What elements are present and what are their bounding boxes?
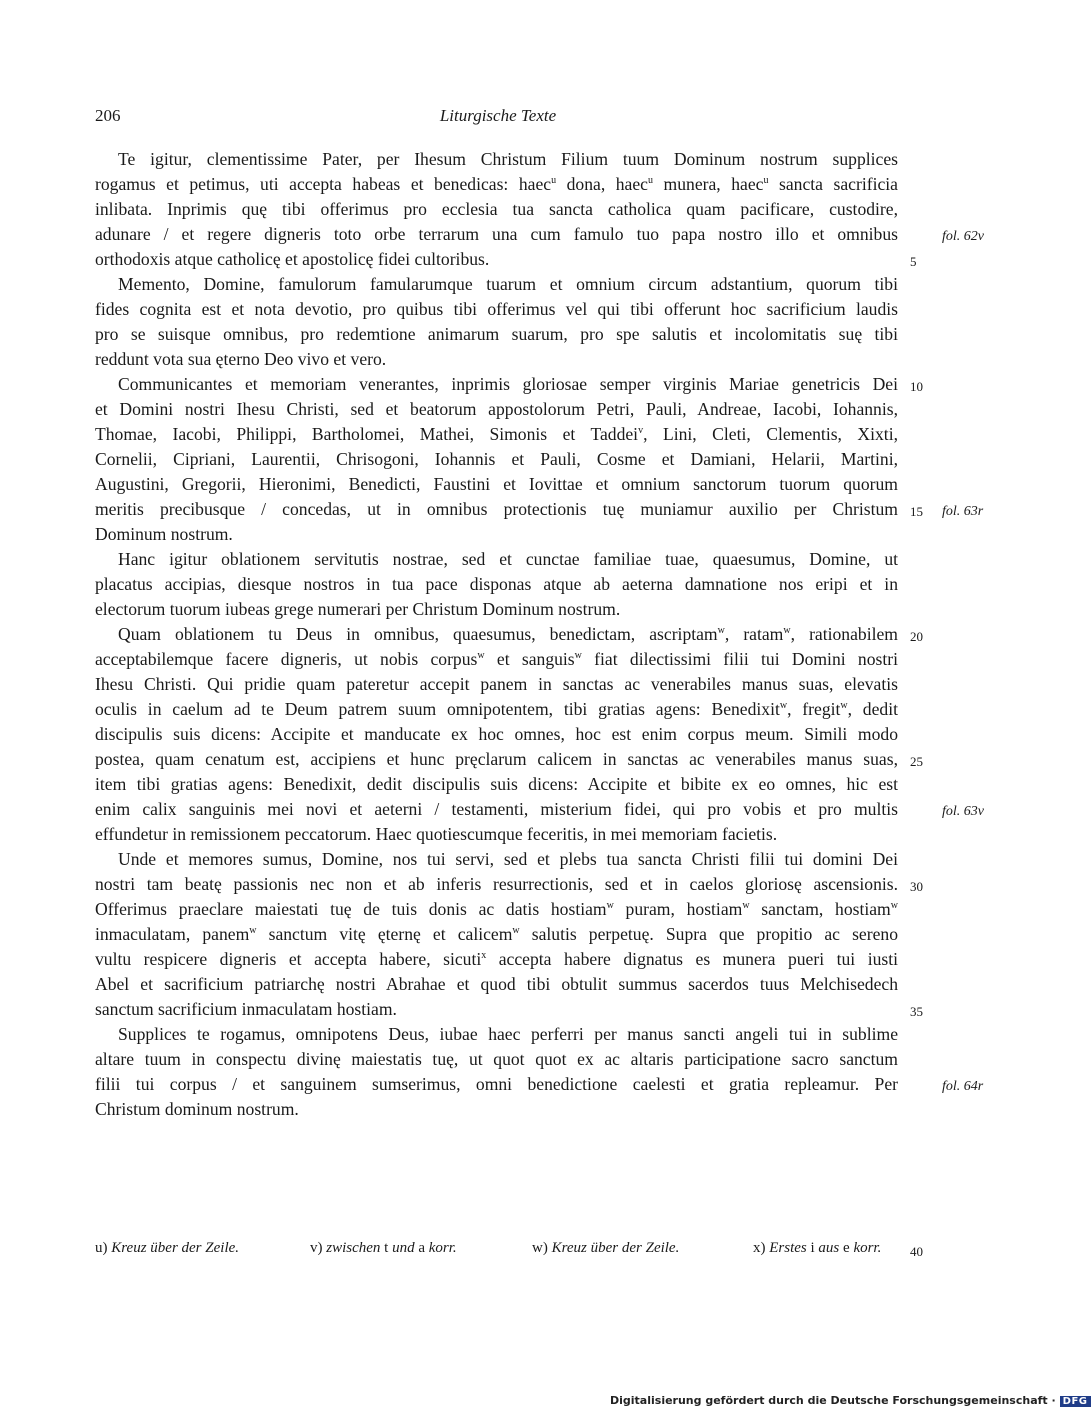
line-number: 35 [910, 1004, 923, 1019]
text-line: nostri tam beatę passionis nec non et ab inferis resurrectionis, sed et in caelos gloriosę ascensionis. [95, 874, 898, 894]
line-number: 5 [910, 254, 917, 269]
footnote-v: v) zwischen t und a korr. [310, 1240, 457, 1256]
text-line: Ihesu Christi. Qui pridie quam pateretur accepit panem in sanctas ac venerabiles manus suas, elevatis [95, 674, 898, 694]
line-number: 30 [910, 879, 923, 894]
text-line: meritis precibusque / concedas, ut in omnibus protectionis tuę muniamur auxilio per Christum [95, 499, 898, 519]
text-line: Hanc igitur oblationem servitutis nostrae, sed et cunctae familiae tuae, quaesumus, Domine, ut [118, 549, 898, 569]
text-line: Abel et sacrificium patriarchę nostri Abrahae et quod tibi obtulit summus sacerdos tuus Melchisedech [95, 974, 898, 994]
footer-text: Digitalisierung gefördert durch die Deutsche Forschungsgemeinschaft · [610, 1394, 1056, 1407]
digitization-footer [610, 1394, 1091, 1407]
page-header [95, 106, 901, 130]
dfg-logo: DFG [1060, 1396, 1091, 1407]
folio-marker: fol. 63v [942, 804, 984, 819]
running-title: Liturgische Texte [439, 106, 557, 125]
line-number: 10 [910, 379, 923, 394]
text-line: enim calix sanguinis mei novi et aeterni / testamenti, misterium fidei, qui pro vobis et pro multis [95, 799, 898, 819]
text-line: placatus accipias, diesque nostros in tua pace disponas atque ab aeterna damnatione nos eripi et in [95, 574, 898, 594]
text-line: Christum dominum nostrum. [95, 1099, 299, 1119]
text-line: oculis in caelum ad te Deum patrem suum omnipotentem, tibi gratias agens: Benedixit$^w$, fregit$^w$, dedit [95, 699, 898, 719]
text-line: adunare / et regere digneris toto orbe terrarum una cum famulo tuo papa nostro illo et omnibus [95, 224, 898, 244]
text-line: discipulis suis dicens: Accipite et manducate ex hoc omnes, hoc est enim corpus meum. Simili modo [95, 724, 898, 744]
footnotes [95, 1240, 897, 1264]
text-line: Offerimus praeclare maiestati tuę de tuis donis ac datis hostiam$^w$ puram, hostiam$^w$ sanctam, hostiam$^w$ [95, 899, 898, 919]
footnote-line-number: 40 [910, 1244, 923, 1259]
line-number: 25 [910, 754, 923, 769]
folio-marker: fol. 63r [942, 504, 984, 519]
text-line: item tibi gratias agens: Benedixit, dedit discipulis suis dicens: Accipite et bibite ex eo omnes, hic est [95, 774, 898, 794]
text-line: Quam oblationem tu Deus in omnibus, quaesumus, benedictam, ascriptam$^w$, ratam$^w$, rationabilem [118, 624, 898, 644]
text-line: effundetur in remissionem peccatorum. Haec quotiescumque feceritis, in mei memoriam facietis. [95, 824, 778, 844]
text-line: Unde et memores sumus, Domine, nos tui servi, sed et plebs tua sancta Christi filii tui domini Dei [118, 849, 898, 869]
text-line: inmaculatam, panem$^w$ sanctum vitę ęternę et calicem$^w$ salutis perpetuę. Supra que propitio ac sereno [95, 924, 898, 944]
text-line: reddunt vota sua ęterno Deo vivo et vero. [95, 349, 387, 369]
text-line: fides cognita est et nota devotio, pro quibus tibi offerimus vel qui tibi offerunt hoc sacrificium laudis [95, 299, 898, 319]
footnote-u: u) Kreuz über der Zeile. [95, 1240, 240, 1256]
text-line: Te igitur, clementissime Pater, per Ihesum Christum Filium tuum Dominum nostrum supplices [118, 149, 898, 169]
line-number: 15 [910, 504, 923, 519]
text-line: filii tui corpus / et sanguinem sumserimus, omni benedictione caelesti et gratia repleamur. Per [95, 1074, 898, 1094]
text-line: Dominum nostrum. [95, 524, 233, 544]
line-number: 20 [910, 629, 923, 644]
text-line: electorum tuorum iubeas grege numerari per Christum Dominum nostrum. [95, 599, 621, 619]
text-line: sanctum sacrificium inmaculatam hostiam. [95, 999, 397, 1019]
text-line: et Domini nostri Ihesu Christi, sed et beatorum appostolorum Petri, Pauli, Andreae, Iacobi, Iohannis, [95, 399, 898, 419]
footnote-w: w) Kreuz über der Zeile. [532, 1240, 680, 1256]
folio-marker: fol. 62v [942, 229, 984, 244]
text-line: Thomae, Iacobi, Philippi, Bartholomei, Mathei, Simonis et Taddei$^v$, Lini, Cleti, Clementis, Xixti, [95, 424, 898, 444]
page-number: 206 [95, 106, 121, 125]
text-line: pro se suisque omnibus, pro redemtione animarum suarum, pro spe salutis et incolomitatis suę tibi [95, 324, 898, 344]
text-line: acceptabilemque facere digneris, ut nobis corpus$^w$ et sanguis$^w$ fiat dilectissimi filii tui Domini nostri [95, 649, 898, 669]
footnote-x: x) Erstes i aus e korr. [753, 1240, 882, 1256]
text-line: Supplices te rogamus, omnipotens Deus, iubae haec perferri per manus sancti angeli tui in sublime [118, 1024, 898, 1044]
text-line: orthodoxis atque catholicę et apostolicę fidei cultoribus. [95, 249, 490, 269]
text-line: Memento, Domine, famulorum famularumque tuarum et omnium circum adstantium, quorum tibi [118, 274, 898, 294]
text-line: rogamus et petimus, uti accepta habeas et benedicas: haec$^u$ dona, haec$^u$ munera, haec$^u$ sancta sacrificia [95, 174, 898, 194]
text-line: Augustini, Gregorii, Hieronimi, Benedicti, Faustini et Iovittae et omnium sanctorum tuorum quorum [95, 474, 898, 494]
text-line: postea, quam cenatum est, accipiens et hunc pręclarum calicem in sanctas ac venerabiles manus suas, [95, 749, 898, 769]
text-line: altare tuum in conspectu divinę maiestatis tuę, ut quot quot ex ac altaris participatione sacro sanctum [95, 1049, 898, 1069]
text-line: Cornelii, Cipriani, Laurentii, Chrisogoni, Iohannis et Pauli, Cosme et Damiani, Helarii, Martini, [95, 449, 898, 469]
text-line: Communicantes et memoriam venerantes, inprimis gloriosae semper virginis Mariae genetricis Dei [118, 374, 898, 394]
text-line: vultu respicere digneris et accepta habere, sicuti$^x$ accepta habere dignatus es munera pueri tui iusti [95, 949, 899, 969]
text-line: inlibata. Inprimis quę tibi offerimus pro ecclesia tua sancta catholica quam pacificare, custodire, [95, 199, 898, 219]
folio-marker: fol. 64r [942, 1079, 984, 1094]
